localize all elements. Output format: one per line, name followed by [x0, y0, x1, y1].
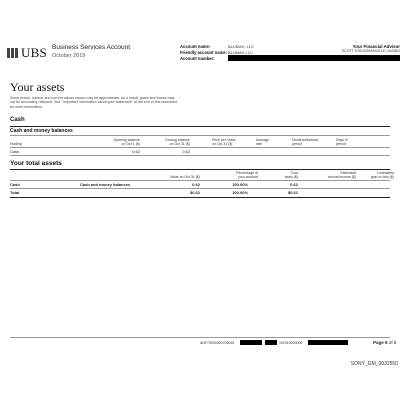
friendly-name-value: BLUMAX LLC	[228, 50, 253, 55]
account-name-label: Account name:	[180, 44, 211, 49]
keys-icon	[6, 47, 18, 59]
col-percentage: Percentage of your account	[236, 171, 258, 179]
account-title: Business Services Account	[52, 44, 131, 51]
col-estimated: Estimated annual income ($)	[327, 171, 356, 179]
account-name-value: BLUMAX, LLC	[228, 44, 255, 49]
col-closing: Closing balance on Oct 31 ($)	[165, 138, 190, 146]
cash-row-opening: 0.62	[132, 149, 140, 154]
friendly-name-label: Friendly account name:	[180, 50, 228, 55]
cash-subtitle-rule	[10, 135, 390, 136]
total-row-pct: 100.00%	[232, 182, 248, 187]
statement-period: October 2019	[52, 53, 86, 59]
total-row-desc: Cash and money balances	[80, 182, 131, 187]
grand-total-pct: 100.00%	[232, 190, 248, 195]
total-row-label: Cash	[10, 182, 20, 187]
col-dividend: Dividend/interest period	[292, 138, 319, 146]
total-row-value: 0.62	[192, 182, 200, 187]
total-section-title: Your total assets	[10, 160, 62, 167]
grand-total-value: $0.62	[189, 190, 200, 195]
cash-subtitle: Cash and money balances	[10, 128, 73, 134]
bank-name: UBS	[21, 45, 47, 60]
total-section-rule	[10, 169, 390, 170]
total-row-rule	[10, 188, 390, 189]
cash-section-title: Cash	[10, 117, 25, 123]
page-indicator: Page 5 of 6	[373, 340, 397, 345]
advisor-title: Your Financial Advisor	[352, 44, 400, 49]
col-holding: Holding	[10, 142, 22, 146]
redacted-code-3	[308, 340, 348, 345]
cash-row-closing: 0.62	[182, 149, 190, 154]
grand-total-label: Total	[10, 190, 20, 195]
bank-logo	[6, 45, 47, 61]
advisor-name: SCOTT STACK/MANVILLE CASINO	[341, 49, 400, 53]
col-price: Price per share on Oct 31 ($)	[212, 138, 236, 146]
disclaimer-text: Some prices, income and current values shown may be approximate. As a result, gains and losses may not be accurately reflected. See "Important information about your statement" at the end of this document for more information.	[10, 96, 178, 109]
redacted-code-1	[240, 340, 262, 345]
cash-section-rule	[10, 126, 390, 127]
col-value: Value on Oct 31 ($)	[169, 175, 200, 179]
col-cost: Cost basis ($)	[284, 171, 298, 179]
total-row-cost: 0.62	[290, 182, 298, 187]
redacted-account-number	[228, 55, 400, 61]
footer-rule	[10, 337, 390, 338]
footer-code-1: ANF70000000706025	[200, 341, 235, 345]
footer-code-2: 101910000000	[279, 341, 303, 345]
bates-number: SONY_GM_0032550	[350, 361, 398, 367]
redacted-code-2	[265, 340, 277, 345]
grand-total-rule	[10, 197, 390, 198]
col-unrealized: Unrealized gain or loss ($)	[370, 171, 394, 179]
cash-row-rule	[10, 155, 390, 156]
page-title: Your assets	[10, 80, 65, 94]
total-header-rule	[10, 180, 390, 181]
account-number-label: Account number:	[180, 56, 215, 61]
cash-row-holding: Cash	[10, 149, 20, 154]
col-days: Days in period	[336, 138, 348, 146]
col-average: Average rate	[256, 138, 269, 146]
cash-header-rule	[10, 147, 390, 148]
grand-total-cost: $0.62	[287, 190, 298, 195]
col-opening: Opening balance on Oct 1 ($)	[113, 138, 140, 146]
